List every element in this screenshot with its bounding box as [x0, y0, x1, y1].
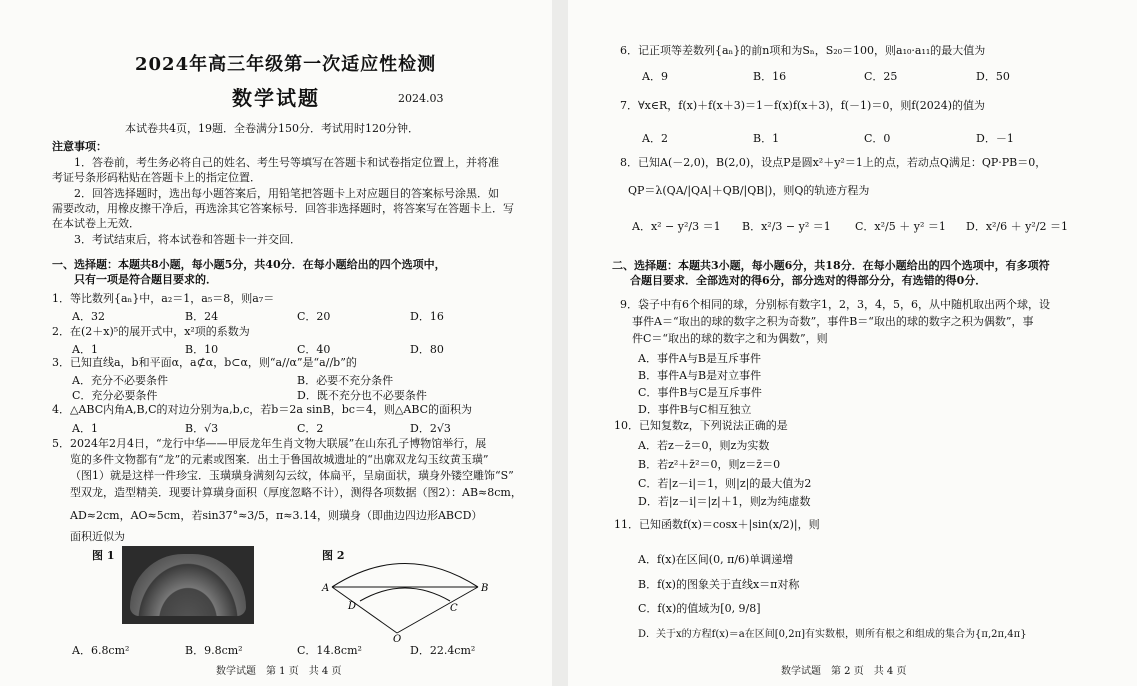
- q8-stem-cont: QP＝λ(QA/|QA|＋QB/|QB|)，则Q的轨迹方程为: [628, 184, 870, 197]
- q5-option-b: B．9.8cm²: [185, 644, 243, 657]
- q11-option-d: D．关于x的方程f(x)＝a在区间[0,2π]有实数根，则所有根之和组成的集合为{π,2π,4π}: [638, 629, 1027, 640]
- fan-diagram: [300, 545, 510, 645]
- q7-stem: 7．∀x∈R，f(x)＋f(x＋3)＝1－f(x)f(x＋3)，f(－1)＝0，则f(2024)的值为: [620, 99, 985, 112]
- q6-option-c: C．25: [864, 70, 898, 83]
- q1-option-d: D．16: [410, 310, 444, 323]
- q6-option-a: A．9: [642, 70, 668, 83]
- q1-stem: 1．等比数列{aₙ}中，a₂＝1，a₅＝8，则a₇＝: [52, 292, 275, 305]
- q10-option-d: D．若|z－i|＝|z|＋1，则z为纯虚数: [638, 495, 811, 508]
- section2-heading: 二、选择题：本题共3小题，每小题6分，共18分．在每小题给出的四个选项中，有多项符: [612, 259, 1050, 272]
- q10-option-b: B．若z²＋z̄²＝0，则z＝z̄＝0: [638, 458, 781, 471]
- exam-subject: 数学试题: [232, 86, 320, 110]
- section2-heading-cont: 合题目要求．全部选对的得6分，部分选对的得部分分，有选错的得0分．: [630, 274, 987, 287]
- q2-stem: 2．在(2＋x)⁵的展开式中，x²项的系数为: [52, 325, 250, 338]
- q5-line: 型双龙，造型精美．现要计算璜身面积（厚度忽略不计），测得各项数据（图2）：AB≈8cm，: [70, 486, 522, 499]
- q11-option-c: C．f(x)的值域为[0, 9/8]: [638, 602, 761, 615]
- page-gutter: [552, 0, 568, 686]
- notice-heading: 注意事项：: [52, 140, 107, 153]
- q10-option-c: C．若|z－i|＝1，则|z|的最大值为2: [638, 477, 812, 490]
- q4-stem: 4．△ABC内角A,B,C的对边分别为a,b,c，若b＝2a sinB，bc＝4，则△ABC的面积为: [52, 403, 473, 416]
- q2-option-a: A．1: [72, 343, 98, 356]
- notice-line: 考证号条形码粘贴在答题卡上的指定位置．: [52, 171, 261, 184]
- page-footer: 数学试题 第 1 页 共 4 页: [216, 666, 342, 677]
- exam-intro: 本试卷共4页，19题．全卷满分150分．考试用时120分钟．: [125, 122, 419, 135]
- q8-option-d: D．x²/6 ＋ y²/2 ＝1: [966, 220, 1068, 233]
- q2-option-b: B．10: [185, 343, 219, 356]
- figure1-label: 图 1: [92, 549, 115, 562]
- q1-option-c: C．20: [297, 310, 331, 323]
- q5-line: 5．2024年2月4日，“龙行中华——甲辰龙年生肖文物大联展”在山东孔子博物馆举行，展: [52, 437, 487, 450]
- q2-option-d: D．80: [410, 343, 444, 356]
- q4-option-c: C．2: [297, 422, 324, 435]
- section1-heading-cont: 只有一项是符合题目要求的．: [74, 273, 217, 286]
- point-c-label: C: [450, 603, 458, 614]
- q7-option-d: D．－1: [976, 132, 1014, 145]
- q5-line: AD≈2cm，AO≈5cm，若sin37°≈3/5，π≈3.14，则璜身（即曲边四边形ABCD）: [70, 509, 483, 522]
- q11-option-b: B．f(x)的图象关于直线x＝π对称: [638, 578, 800, 591]
- q10-stem: 10．已知复数z，下列说法正确的是: [614, 419, 788, 432]
- q2-option-c: C．40: [297, 343, 331, 356]
- section1-heading: 一、选择题：本题共8小题，每小题5分，共40分．在每小题给出的四个选项中，: [52, 258, 446, 271]
- q4-option-d: D．2√3: [410, 422, 451, 435]
- q8-option-a: A．x² − y²/3 ＝1: [632, 220, 721, 233]
- q6-stem: 6．记正项等差数列{aₙ}的前n项和为Sₙ，S₂₀＝100，则a₁₀·a₁₁的最大值为: [620, 44, 986, 57]
- q9-line: 9．袋子中有6个相同的球，分别标有数字1，2，3，4，5，6，从中随机取出两个球，设: [620, 298, 1050, 311]
- q9-line: 件C＝“取出的球的数字之和为偶数”，则: [632, 332, 828, 345]
- q7-option-a: A．2: [642, 132, 668, 145]
- exam-page-2: [568, 0, 1137, 686]
- q11-stem: 11．已知函数f(x)＝cosx＋|sin(x/2)|，则: [614, 518, 820, 531]
- notice-line: 需要改动，用橡皮擦干净后，再选涂其它答案标号．回答非选择题时，将答案写在答题卡上．写: [52, 202, 514, 215]
- q4-option-a: A．1: [72, 422, 98, 435]
- point-d-label: D: [348, 601, 357, 612]
- notice-line: 1．答卷前，考生务必将自己的姓名、考生号等填写在答题卡和试卷指定位置上，并将准: [74, 156, 499, 169]
- point-a-label: A: [322, 583, 330, 594]
- q9-option-a: A．事件A与B是互斥事件: [638, 352, 761, 365]
- q6-option-b: B．16: [753, 70, 787, 83]
- notice-line: 3．考试结束后，将本试卷和答题卡一并交回．: [74, 233, 301, 246]
- point-o-label: O: [393, 634, 402, 645]
- q8-option-b: B．x²/3 − y² ＝1: [742, 220, 831, 233]
- q5-line: 览的多件文物都有“龙”的元素或图案．出土于鲁国故城遗址的“出廓双龙勾玉纹黄玉璜”: [70, 453, 489, 466]
- q5-option-a: A．6.8cm²: [72, 644, 130, 657]
- q3-option-c: C．充分必要条件: [72, 389, 158, 402]
- notice-line: 2．回答选择题时，选出每小题答案后，用铅笔把答题卡上对应题目的答案标号涂黑．如: [74, 187, 499, 200]
- q9-option-d: D．事件B与C相互独立: [638, 403, 752, 416]
- q1-option-a: A．32: [72, 310, 105, 323]
- q3-option-d: D．既不充分也不必要条件: [297, 389, 427, 402]
- q4-option-b: B．√3: [185, 422, 219, 435]
- q9-line: 事件A＝“取出的球的数字之积为奇数”，事件B＝“取出的球的数字之积为偶数”，事: [632, 315, 1034, 328]
- q5-option-d: D．22.4cm²: [410, 644, 476, 657]
- notice-line: 在本试卷上无效．: [52, 217, 140, 230]
- q10-option-a: A．若z－z̄＝0，则z为实数: [638, 439, 770, 452]
- q3-option-b: B．必要不充分条件: [297, 374, 394, 387]
- exam-date: 2024.03: [398, 92, 444, 105]
- q9-option-c: C．事件B与C是互斥事件: [638, 386, 762, 399]
- q5-option-c: C．14.8cm²: [297, 644, 362, 657]
- jade-pendant-photo: [122, 546, 254, 624]
- page-footer: 数学试题 第 2 页 共 4 页: [781, 666, 907, 677]
- q8-stem: 8．已知A(－2,0)，B(2,0)，设点P是圆x²＋y²＝1上的点，若动点Q满足：QP·PB＝0，: [620, 156, 1047, 169]
- q3-stem: 3．已知直线a，b和平面α，a⊄α，b⊂α，则“a//α”是“a//b”的: [52, 356, 357, 369]
- q8-option-c: C．x²/5 ＋ y² ＝1: [855, 220, 946, 233]
- exam-page-1: [0, 0, 552, 686]
- q1-option-b: B．24: [185, 310, 219, 323]
- q11-option-a: A．f(x)在区间(0, π/6)单调递增: [638, 553, 794, 566]
- q6-option-d: D．50: [976, 70, 1010, 83]
- q9-option-b: B．事件A与B是对立事件: [638, 369, 762, 382]
- q3-option-a: A．充分不必要条件: [72, 374, 168, 387]
- q7-option-c: C．0: [864, 132, 891, 145]
- q5-line: 面积近似为: [70, 530, 125, 543]
- q7-option-b: B．1: [753, 132, 780, 145]
- q5-line: （图1）就是这样一件珍宝．玉璜璜身满刻勾云纹，体扁平，呈扇面状，璜身外镂空雕饰“S”: [70, 469, 514, 482]
- exam-title: 2024年高三年级第一次适应性检测: [135, 54, 437, 75]
- point-b-label: B: [481, 583, 489, 594]
- figure2-label: 图 2: [322, 549, 345, 562]
